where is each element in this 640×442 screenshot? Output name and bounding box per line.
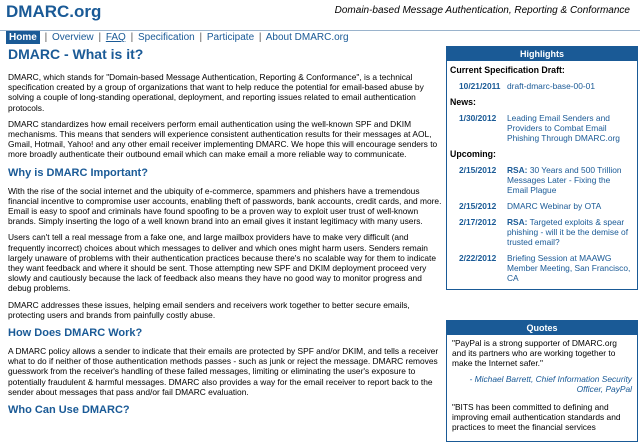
why-paragraph-2: Users can't tell a real message from a fake one, and large mailbox providers have to make very difficult (and frequently incorrect) choices about which messages to deliver and which ones might harm users. Senders remain largely unaware of problems with their authentication practices because there's no scalable way for them to indicate they want feedback and where it should be sent. Those attempting new SPF and DKIM deployment proceed very slowly and cautiously because the lack of feedback also means they have no good way to monitor progress and debug problems. — [8, 232, 437, 294]
quote-text: "BITS has been committed to defining and improving email authentication standards and practices to meet the financial services — [452, 402, 621, 432]
nav-home[interactable]: Home — [6, 31, 40, 44]
site-header — [0, 0, 640, 31]
news-item[interactable] — [459, 113, 633, 143]
upcoming-item[interactable] — [459, 253, 633, 283]
item-link[interactable] — [507, 217, 633, 247]
nav-separator: | — [98, 32, 102, 43]
nav-overview[interactable]: Overview — [51, 32, 94, 43]
site-tagline: Domain-based Message Authentication, Reporting & Conformance — [334, 5, 630, 16]
upcoming-item[interactable] — [459, 201, 633, 211]
item-link[interactable]: draft-dmarc-base-00-01 — [507, 81, 595, 91]
item-link[interactable]: Briefing Session at MAAWG Member Meeting, San Francisco, CA — [507, 253, 631, 283]
item-tag: RSA: — [507, 217, 528, 227]
main-content — [8, 46, 444, 423]
item-tag: RSA: — [507, 165, 528, 175]
quote-attribution: - Michael Barrett, Chief Information Security Officer, PayPal — [469, 374, 632, 394]
item-link[interactable]: DMARC Webinar by OTA — [507, 201, 602, 211]
nav-separator: | — [199, 32, 203, 43]
nav-participate[interactable]: Participate — [206, 32, 255, 43]
upcoming-item[interactable] — [459, 165, 633, 195]
item-date: 2/22/2012 — [459, 253, 497, 263]
item-date: 10/21/2011 — [459, 81, 501, 91]
item-text: 30 Years and 500 Trillion Messages Later - Fixing the Email Plague — [507, 165, 622, 195]
news-label: News: — [450, 97, 476, 107]
item-link[interactable]: Leading Email Senders and Providers to Combat Email Phishing Through DMARC.org — [507, 113, 620, 143]
top-nav — [6, 32, 349, 43]
quote-text: "PayPal is a strong supporter of DMARC.org and its partners who are working together to make the Internet safer." — [452, 338, 617, 368]
item-date: 2/15/2012 — [459, 201, 497, 211]
why-heading: Why is DMARC Important? — [8, 166, 148, 179]
highlights-title: Highlights — [447, 47, 637, 61]
item-date: 1/30/2012 — [459, 113, 497, 123]
item-date: 2/17/2012 — [459, 217, 497, 227]
nav-separator: | — [44, 32, 48, 43]
who-heading: Who Can Use DMARC? — [8, 404, 130, 417]
upcoming-item[interactable] — [459, 217, 633, 247]
why-paragraph-1: With the rise of the social internet and the ubiquity of e-commerce, spammers and phishers have a tremendous financial incentive to compromise user accounts, enabling theft of passwords, bank accounts, credit cards, and more. Email is easy to spoof and criminals have found spoofing to be a proven way to exploit user trust of well-known brands. Simply inserting the logo of a well known brand into an email gives it instant legitimacy with many users. — [8, 185, 442, 227]
current-spec-item[interactable] — [459, 81, 633, 91]
page-title: DMARC - What is it? — [8, 46, 144, 62]
nav-separator: | — [258, 32, 262, 43]
site-logo[interactable]: DMARC.org — [6, 2, 102, 21]
current-spec-label: Current Specification Draft: — [450, 65, 565, 75]
upcoming-label: Upcoming: — [450, 149, 496, 159]
nav-faq[interactable]: FAQ — [105, 32, 126, 43]
item-link[interactable] — [507, 165, 633, 195]
nav-specification[interactable]: Specification — [138, 32, 195, 43]
quotes-box — [446, 320, 638, 442]
why-paragraph-3: DMARC addresses these issues, helping email senders and receivers work together to better secure emails, protecting users and brands from painfully costly abuse. — [8, 299, 410, 320]
how-heading: How Does DMARC Work? — [8, 327, 143, 340]
item-text: Targeted exploits & spear phishing - will it be the demise of trusted email? — [507, 217, 629, 247]
nav-separator: | — [130, 32, 134, 43]
nav-about[interactable]: About DMARC.org — [265, 32, 349, 43]
item-date: 2/15/2012 — [459, 165, 497, 175]
quotes-title: Quotes — [447, 321, 637, 335]
intro-paragraph-1: DMARC, which stands for "Domain-based Message Authentication, Reporting & Conformance", is a technical specification created by a group of organizations that want to help reduce the potential for email-based abuse by solving a couple of long-standing operational, deployment, and reporting issues related to email authentication protocols. — [8, 72, 424, 113]
intro-paragraph-2: DMARC standardizes how email receivers perform email authentication using the well-known SPF and DKIM mechanisms. This means that senders will experience consistent authentication results for their messages at AOL, Gmail, Hotmail, Yahoo! and any other email receiver implementing DMARC. We hope this will encourage senders to more broadly authenticate their outbound email which can make email a more reliable way to communicate. — [8, 118, 438, 160]
how-paragraph-1: A DMARC policy allows a sender to indicate that their emails are protected by SPF and/or DKIM, and tells a receiver what to do if neither of those authentication methods passes - such as junk or reject the message. DMARC removes guesswork from the receiver's handling of these failed messages, limiting or eliminating the user's exposure to potentially fraudulent & harmful messages. DMARC also provides a way for the email receiver to report back to the sender about messages that pass and/or fail DMARC evaluation. — [8, 346, 439, 397]
highlights-box — [446, 46, 638, 290]
